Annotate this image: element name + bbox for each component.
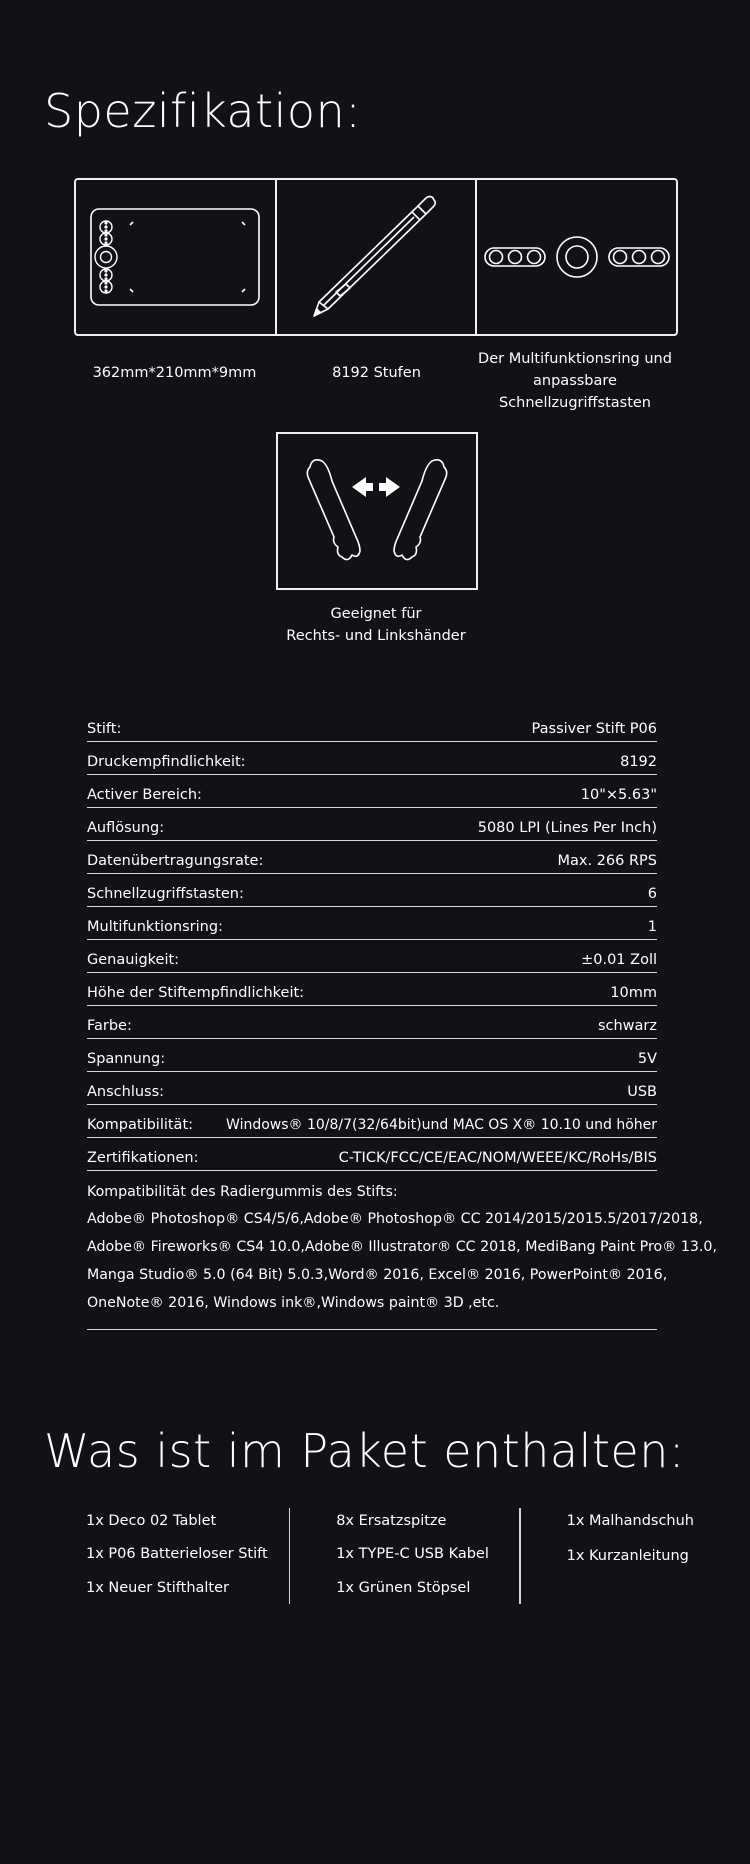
spec-row-pen xyxy=(87,709,657,742)
eraser-compatibility xyxy=(87,1171,717,1330)
handedness-caption-line1: Geeignet für xyxy=(330,606,422,622)
eraser-compatibility-line: Adobe® Fireworks® CS4 10.0,Adobe® Illustrator® CC 2018, MediBang Paint Pro® 13.0, xyxy=(87,1239,717,1255)
spec-row-ring xyxy=(87,907,657,940)
spec-value: C-TICK/FCC/CE/EAC/NOM/WEEE/KC/RoHs/BIS xyxy=(338,1150,657,1166)
spec-row-compatibility xyxy=(87,1105,657,1138)
spec-value: 1 xyxy=(647,919,657,935)
handedness-caption xyxy=(276,603,476,647)
spec-label: Spannung: xyxy=(87,1051,166,1067)
spec-row-resolution xyxy=(87,808,657,841)
spec-value: 5080 LPI (Lines Per Inch) xyxy=(477,820,657,836)
spec-row-connection xyxy=(87,1072,657,1105)
eraser-compatibility-line: OneNote® 2016, Windows ink®,Windows paint® 3D ,etc. xyxy=(87,1295,500,1311)
feature-icons-box xyxy=(74,178,678,336)
spec-label: Farbe: xyxy=(87,1018,132,1034)
eraser-compatibility-line: Adobe® Photoshop® CS4/5/6,Adobe® Photoshop® CC 2014/2015/2015.5/2017/2018, xyxy=(87,1211,703,1227)
feature-ring-buttons xyxy=(475,180,676,334)
spec-label: Stift: xyxy=(87,721,122,737)
spec-label: Kompatibilität: xyxy=(87,1117,194,1133)
spec-value: 10mm xyxy=(610,985,657,1001)
spec-row-shortcut-keys xyxy=(87,874,657,907)
spec-row-active-area xyxy=(87,775,657,808)
spec-value: 6 xyxy=(647,886,657,902)
package-column-1 xyxy=(74,1508,289,1608)
left-right-hands-icon xyxy=(302,451,452,571)
spec-label: Genauigkeit: xyxy=(87,952,180,968)
package-item: 8x Ersatzspitze xyxy=(336,1513,447,1529)
spec-row-accuracy xyxy=(87,940,657,973)
spec-table xyxy=(87,709,717,1330)
package-title: Was ist im Paket enthalten: xyxy=(44,1424,685,1478)
spec-row-voltage xyxy=(87,1039,657,1072)
handedness-box xyxy=(276,432,478,590)
spec-value: Passiver Stift P06 xyxy=(531,721,657,737)
spec-value: USB xyxy=(627,1084,657,1100)
package-item: 1x TYPE-C USB Kabel xyxy=(336,1546,489,1563)
spec-value: Max. 266 RPS xyxy=(557,853,657,869)
tablet-size-caption: 362mm*210mm*9mm xyxy=(92,365,257,381)
eraser-compatibility-heading: Kompatibilität des Radiergummis des Stifts: xyxy=(87,1184,398,1200)
spec-label: Druckempfindlichkeit: xyxy=(87,754,246,770)
package-item: 1x Deco 02 Tablet xyxy=(86,1513,217,1529)
spec-value: 8192 xyxy=(620,754,657,770)
package-item: 1x Grünen Stöpsel xyxy=(336,1579,471,1596)
spec-label: Auflösung: xyxy=(87,820,165,836)
spec-label: Activer Bereich: xyxy=(87,787,202,803)
spec-row-certifications xyxy=(87,1138,657,1171)
ring-buttons-caption-line1: Der Multifunktionsring und xyxy=(478,351,672,367)
spec-row-report-rate xyxy=(87,841,657,874)
package-column-3 xyxy=(521,1508,694,1608)
spec-row-color xyxy=(87,1006,657,1039)
spec-label: Höhe der Stiftempfindlichkeit: xyxy=(87,985,305,1001)
pressure-levels-caption: 8192 Stufen xyxy=(332,365,421,381)
spec-value: 10"×5.63" xyxy=(580,787,657,803)
feature-tablet xyxy=(76,180,275,334)
spec-label: Datenübertragungsrate: xyxy=(87,853,264,869)
package-column-2 xyxy=(290,1508,519,1608)
spec-label: Anschluss: xyxy=(87,1084,165,1100)
package-item: 1x Kurzanleitung xyxy=(566,1548,689,1564)
package-item: 1x P06 Batterieloser Stift xyxy=(86,1546,268,1563)
spec-label: Multifunktionsring: xyxy=(87,919,223,935)
feature-pen xyxy=(275,180,476,334)
spec-value: ±0.01 Zoll xyxy=(581,952,657,968)
package-contents xyxy=(74,1508,694,1608)
spec-value: Windows® 10/8/7(32/64bit)und MAC OS X® 10.10 und höher xyxy=(226,1117,657,1133)
package-item: 1x Malhandschuh xyxy=(566,1513,694,1529)
eraser-compatibility-line: Manga Studio® 5.0 (64 Bit) 5.0.3,Word® 2016, Excel® 2016, PowerPoint® 2016, xyxy=(87,1267,668,1283)
handedness-caption-line2: Rechts- und Linkshänder xyxy=(286,628,466,644)
spec-label: Zertifikationen: xyxy=(87,1150,199,1166)
spec-value: 5V xyxy=(637,1051,657,1067)
spec-label: Schnellzugriffstasten: xyxy=(87,886,244,902)
package-item: 1x Neuer Stifthalter xyxy=(86,1579,229,1596)
ring-buttons-icon xyxy=(481,227,673,287)
ring-buttons-caption-line2: anpassbare Schnellzugriffstasten xyxy=(499,373,651,411)
ring-buttons-caption xyxy=(460,348,690,414)
spec-row-reading-height xyxy=(87,973,657,1006)
spec-title: Spezifikation: xyxy=(44,84,362,138)
pen-icon xyxy=(306,192,446,322)
tablet-icon xyxy=(87,205,263,309)
spec-value: schwarz xyxy=(597,1018,657,1034)
spec-row-pressure xyxy=(87,742,657,775)
